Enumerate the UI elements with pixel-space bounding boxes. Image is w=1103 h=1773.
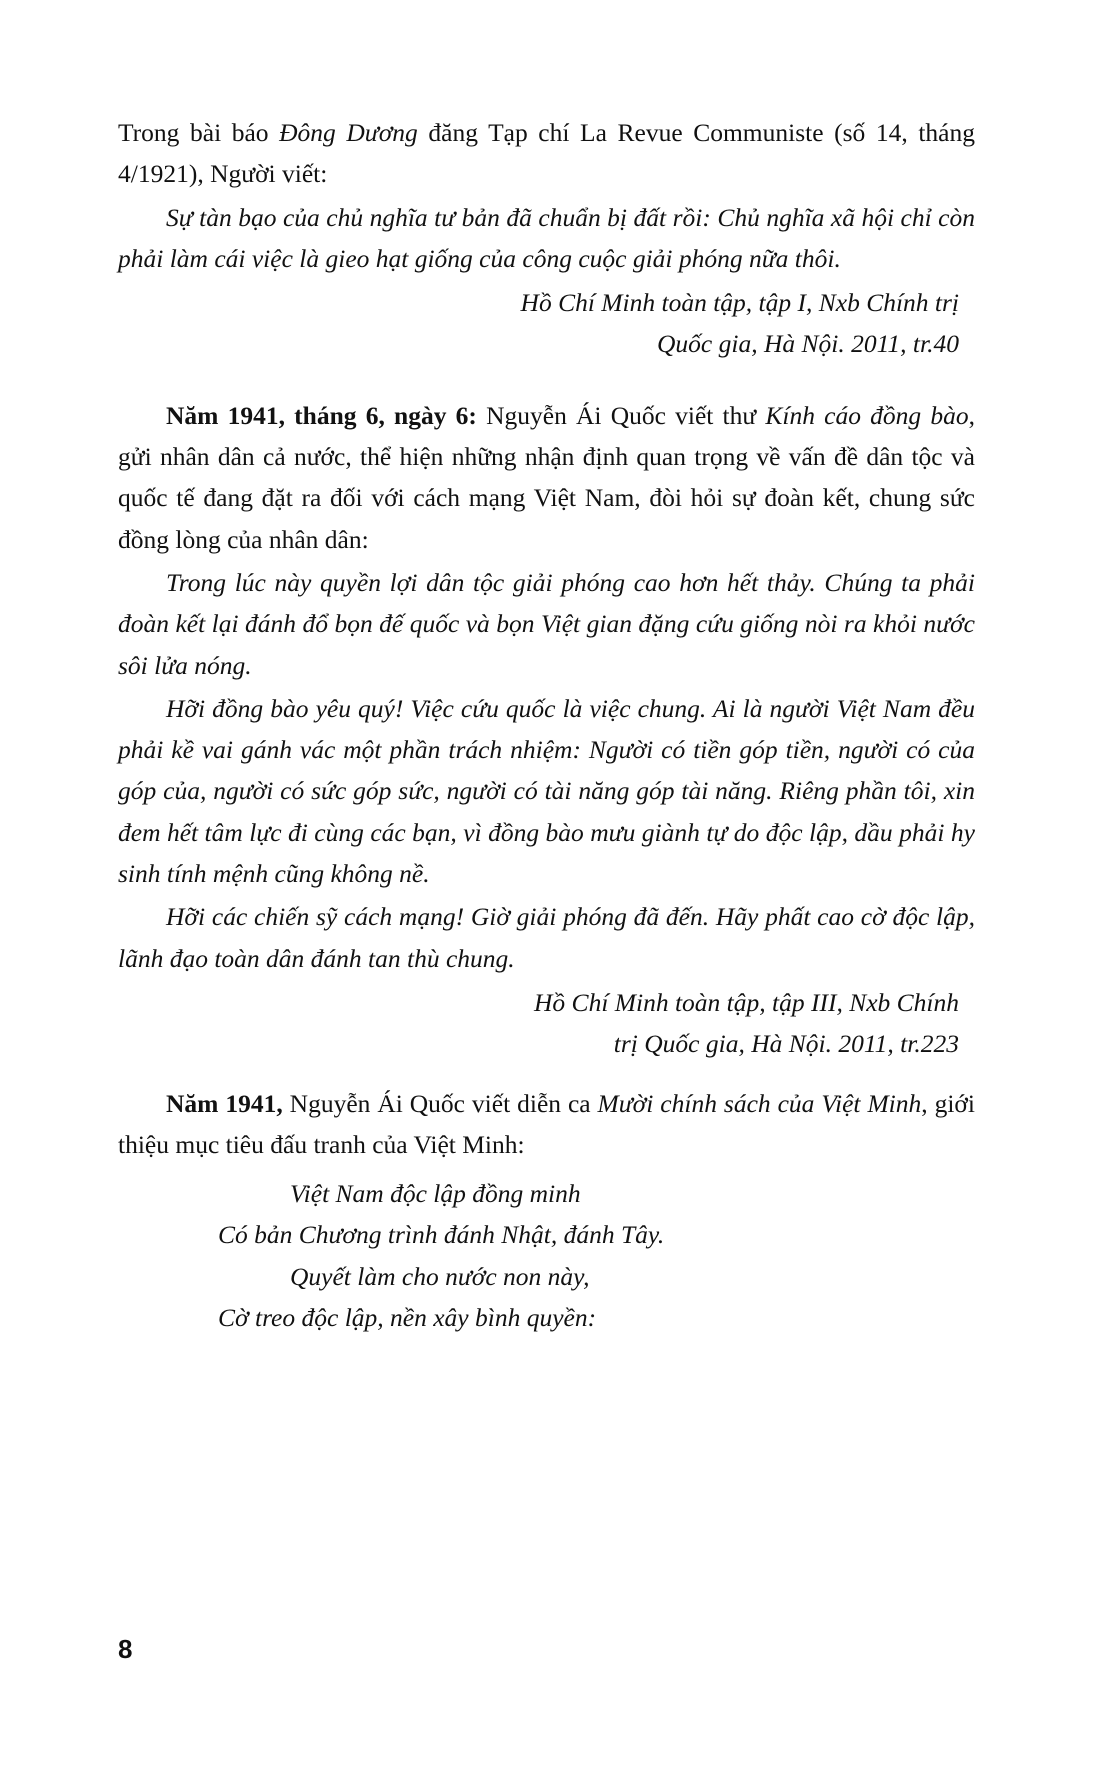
source-citation-1-line-1: Hồ Chí Minh toàn tập, tập I, Nxb Chính trị xyxy=(520,288,959,318)
quote-block-2: Trong lúc này quyền lợi dân tộc giải phóng cao hơn hết thảy. Chúng ta phải đoàn kết lại đánh đổ bọn đế quốc và bọn Việt gian đặng cứu giống nòi ra khỏi nước sôi lửa nóng. xyxy=(118,567,975,680)
paragraph-intro xyxy=(118,112,975,195)
verse-line-1: Việt Nam độc lập đồng minh xyxy=(290,1179,581,1209)
page-number: 8 xyxy=(118,1634,133,1664)
source-citation-2-line-2: trị Quốc gia, Hà Nội. 2011, tr.223 xyxy=(613,1028,959,1058)
paragraph-1941-june-text-2: , gửi nhân dân cả nước, thể hiện những nhận định quan trọng về vấn đề dân tộc và quốc tế đang đặt ra đối với cách mạng Việt Nam, đòi hỏi sự đoàn kết, chung sức đồng lòng của nhân dân: xyxy=(118,400,975,554)
quote-block-3: Hỡi đồng bào yêu quý! Việc cứu quốc là việc chung. Ai là người Việt Nam đều phải kề vai gánh vác một phần trách nhiệm: Người có tiền góp tiền, người có của góp của, người có sức góp sức, người có tài năng góp tài năng. Riêng phần tôi, xin đem hết tâm lực đi cùng các bạn, vì đồng bào mưu giành tự do độc lập, dầu phải hy sinh tính mệnh cũng không nề. xyxy=(118,693,975,889)
quote-block-1: Sự tàn bạo của chủ nghĩa tư bản đã chuẩn bị đất rồi: Chủ nghĩa xã hội chỉ còn phải làm cái việc là gieo hạt giống của công cuộc giải phóng nữa thôi. xyxy=(118,202,975,273)
paragraph-1941-june-date: Năm 1941, tháng 6, ngày 6: xyxy=(166,400,477,430)
paragraph-1941-verse-text-1: Nguyễn Ái Quốc viết diễn ca xyxy=(282,1088,598,1118)
verse-line-3: Quyết làm cho nước non này, xyxy=(290,1261,590,1291)
paragraph-1941-june-text-1: Nguyễn Ái Quốc viết thư xyxy=(476,400,766,430)
paragraph-intro-text-1: Trong bài báo xyxy=(118,118,280,147)
paragraph-intro-title: Đông Dương xyxy=(279,118,418,147)
paragraph-1941-verse-intro xyxy=(118,1083,975,1166)
paragraph-intro-text-2: đăng Tạp chí La Revue Communiste (số 14, tháng 4/1921), Người viết: xyxy=(118,118,975,189)
source-citation-2 xyxy=(118,983,975,1065)
document-body xyxy=(118,112,975,1338)
verse-block xyxy=(118,1173,975,1338)
verse-line-4: Cờ treo độc lập, nền xây bình quyền: xyxy=(218,1303,597,1333)
quote-block-4: Hỡi các chiến sỹ cách mạng! Giờ giải phóng đã đến. Hãy phất cao cờ độc lập, lãnh đạo toàn dân đánh tan thù chung. xyxy=(118,902,975,973)
paragraph-1941-verse-title: Mười chính sách của Việt Minh xyxy=(597,1088,922,1118)
source-citation-1 xyxy=(118,283,975,365)
paragraph-1941-verse-date: Năm 1941, xyxy=(166,1088,283,1118)
source-citation-2-line-1: Hồ Chí Minh toàn tập, tập III, Nxb Chính xyxy=(534,987,959,1017)
verse-line-2: Có bản Chương trình đánh Nhật, đánh Tây. xyxy=(218,1220,665,1250)
paragraph-1941-june xyxy=(118,395,975,560)
source-citation-1-line-2: Quốc gia, Hà Nội. 2011, tr.40 xyxy=(657,328,959,358)
paragraph-1941-june-title: Kính cáo đồng bào xyxy=(765,400,969,430)
paragraph-1941-verse-text-2: , giới thiệu mục tiêu đấu tranh của Việt Minh: xyxy=(118,1088,975,1159)
